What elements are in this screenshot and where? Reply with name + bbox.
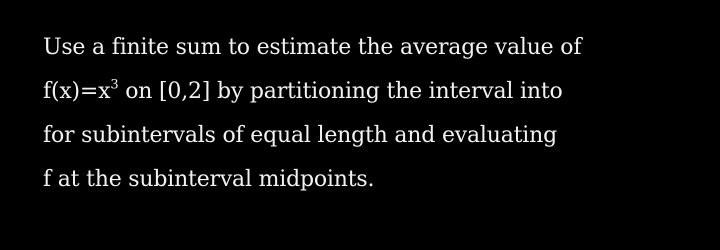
exponent: 3 bbox=[110, 77, 119, 93]
interval-text: on [0,2] by partitioning the interval into bbox=[118, 79, 563, 104]
question-line-3: for subintervals of equal length and evaluating bbox=[43, 123, 557, 148]
question-line-4: f at the subinterval midpoints. bbox=[43, 167, 375, 192]
question-line-1: Use a finite sum to estimate the average value of bbox=[43, 35, 582, 60]
function-definition: f(x)=x bbox=[43, 79, 111, 104]
question-text bbox=[43, 26, 703, 202]
question-line-2 bbox=[43, 70, 703, 114]
